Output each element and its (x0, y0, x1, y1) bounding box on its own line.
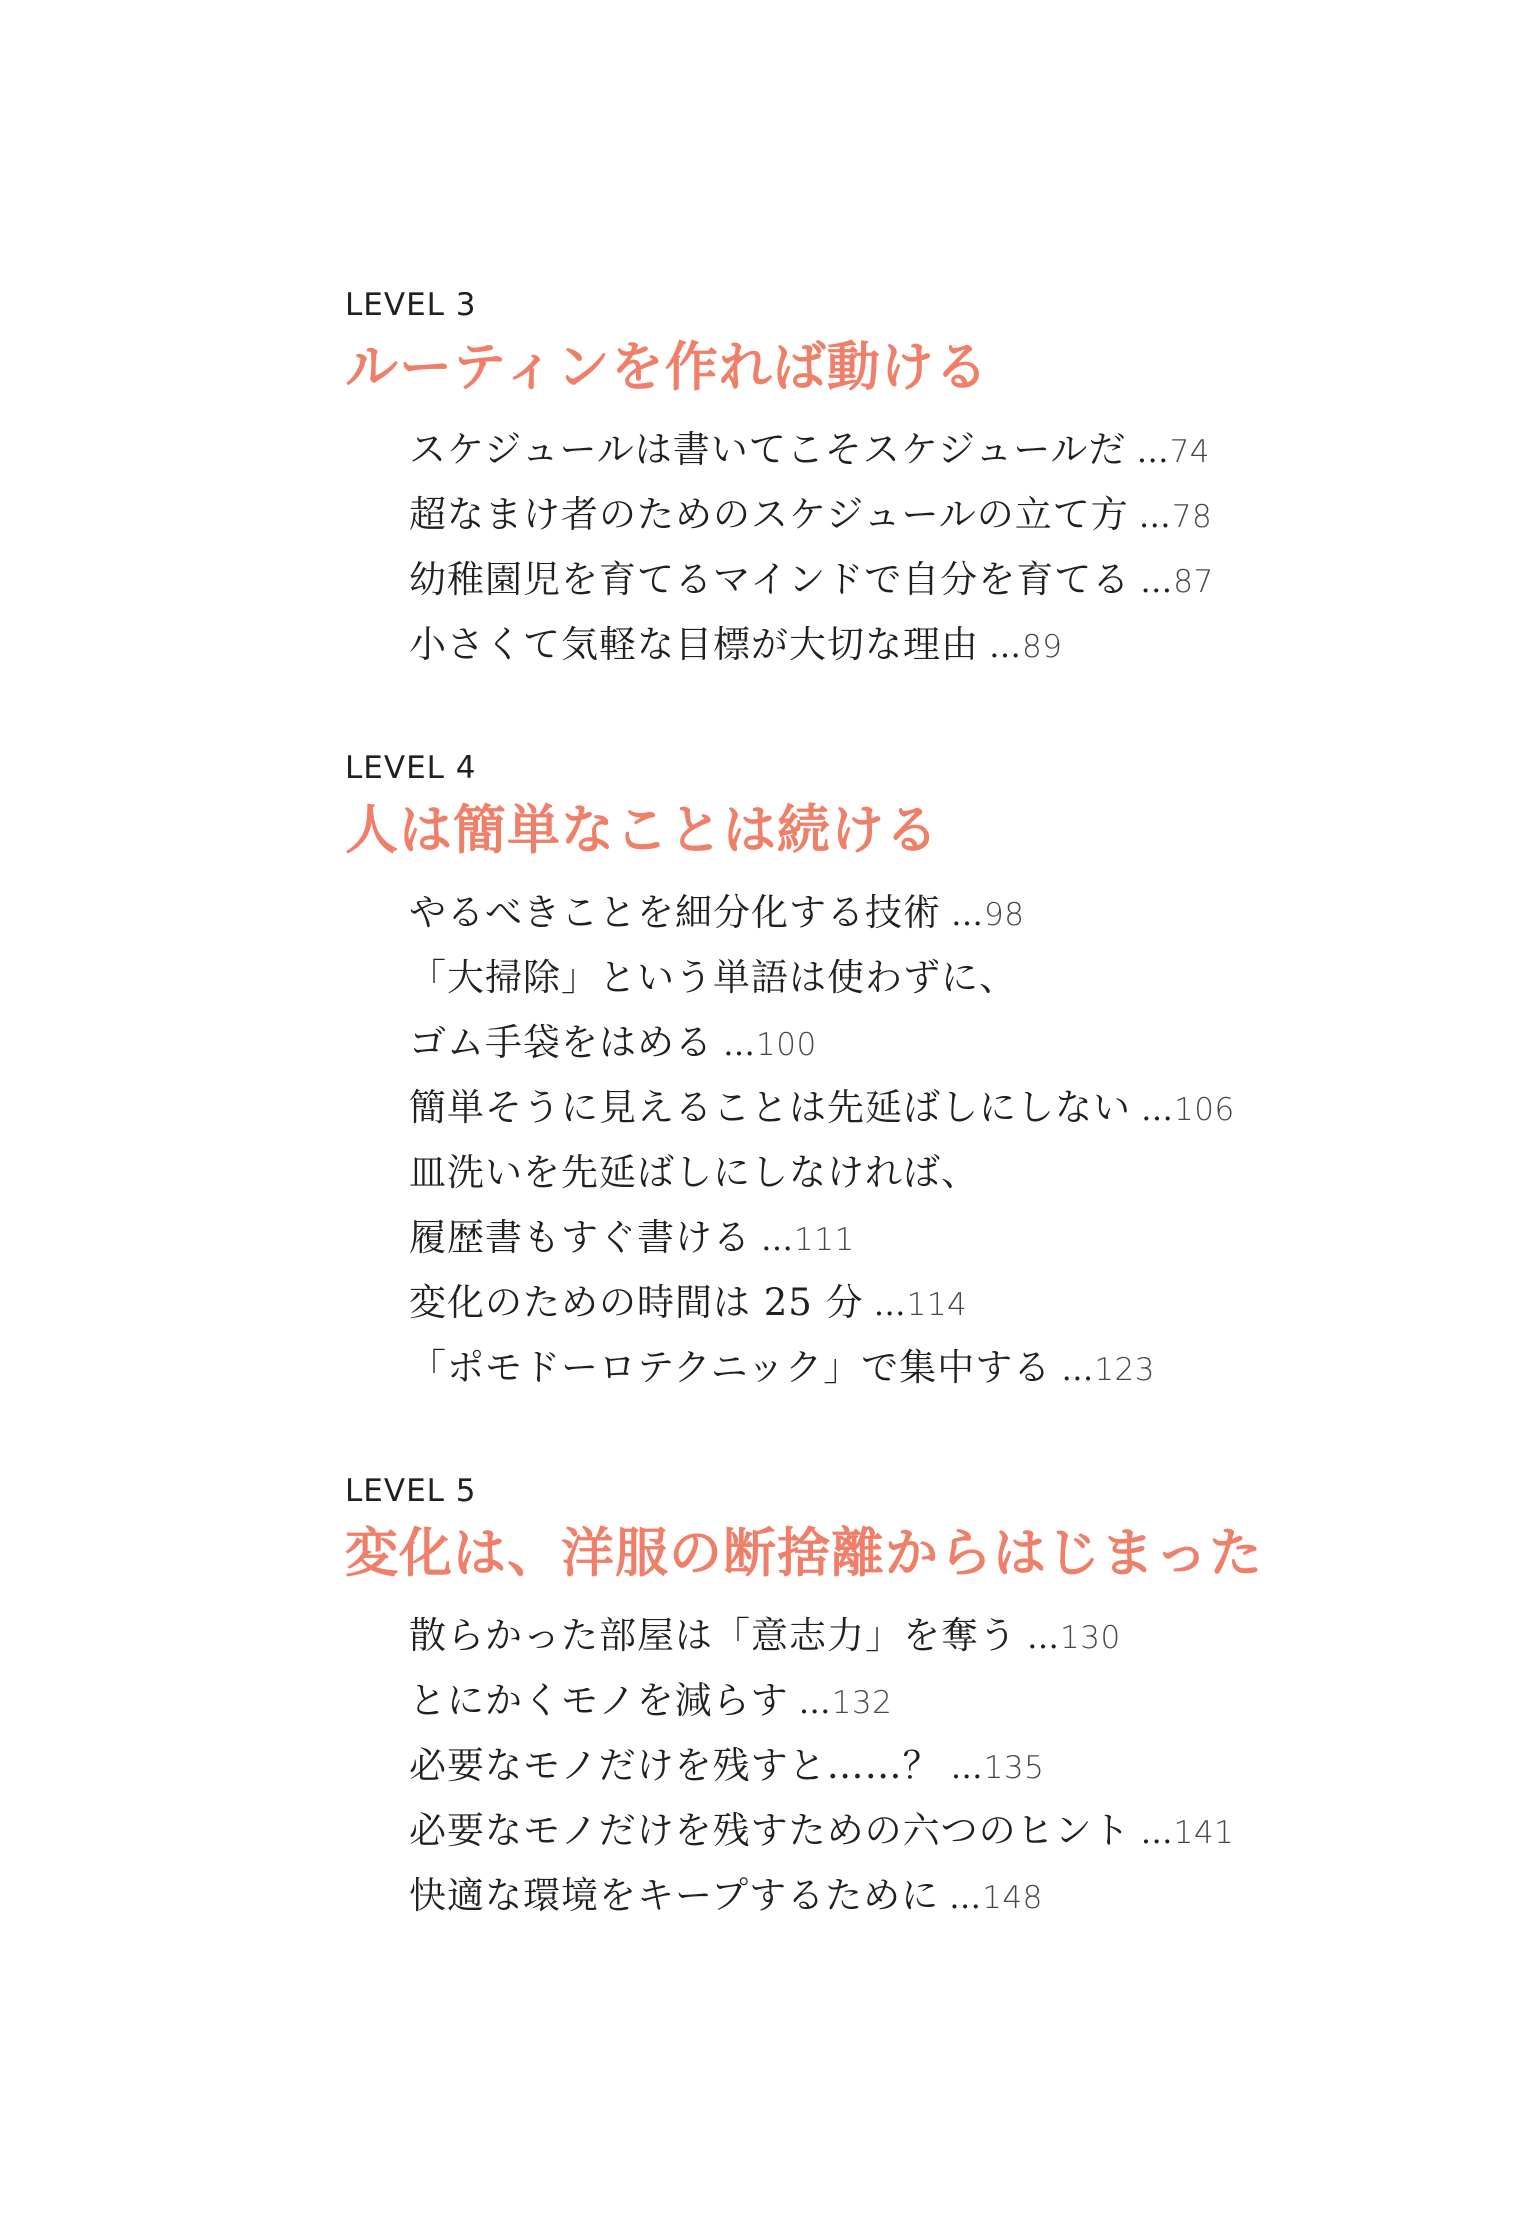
level-label: LEVEL 4 (345, 750, 477, 786)
entry-leader: … (949, 1878, 983, 1916)
level-4-section (345, 745, 1465, 1400)
entry-leader: … (873, 1285, 907, 1323)
level-title: 人は簡単なことは続ける (345, 800, 939, 861)
table-of-contents (345, 282, 1465, 1928)
page-number: 87 (1173, 564, 1214, 600)
toc-entry (409, 1270, 1465, 1335)
entry-leader: … (761, 1220, 794, 1258)
page-number: 74 (1169, 434, 1211, 470)
level-5-section (345, 1468, 1465, 1928)
toc-entry (409, 1603, 1465, 1668)
entry-leader: … (1140, 1813, 1174, 1851)
toc-entry (409, 1010, 1465, 1075)
entry-text: 超なまけ者のためのスケジュールの立て方 (409, 493, 1129, 536)
level-title: 変化は、洋服の断捨離からはじまった (345, 1523, 1263, 1584)
entry-text: 変化のための時間は 25 分 (409, 1281, 864, 1324)
entry-text: スケジュールは書いてこそスケジュールだ (409, 428, 1127, 471)
entry-leader: … (723, 1025, 756, 1063)
entry-text: 散らかった部屋は「意志力」を奪う (409, 1614, 1017, 1657)
toc-entry (409, 1140, 1465, 1205)
toc-entry (409, 1863, 1465, 1928)
toc-entry (409, 1335, 1465, 1400)
entry-text: 快適な環境をキープするために (409, 1874, 940, 1917)
toc-entry (409, 945, 1465, 1010)
entry-text: 「大掃除」という単語は使わずに、 (409, 956, 1017, 999)
page-number: 100 (756, 1027, 817, 1063)
page-number: 114 (906, 1287, 968, 1323)
toc-entry (409, 612, 1465, 677)
entry-leader: … (1136, 432, 1170, 470)
entry-text: 幼稚園児を育てるマインドで自分を育てる (409, 558, 1131, 601)
entry-list (345, 1603, 1465, 1928)
entry-text: やるべきことを細分化する技術 (409, 891, 941, 934)
toc-entry (409, 1205, 1465, 1270)
entry-text: 必要なモノだけを残すための六つのヒント (409, 1809, 1131, 1852)
entry-leader: … (1061, 1350, 1095, 1388)
entry-leader: … (989, 627, 1022, 665)
page-number: 98 (984, 897, 1025, 933)
toc-entry (409, 1075, 1465, 1140)
entry-leader: … (1140, 562, 1174, 600)
entry-list (345, 880, 1465, 1400)
page-number: 132 (831, 1685, 893, 1721)
entry-list (345, 417, 1465, 677)
entry-text: 履歴書もすぐ書ける (409, 1216, 751, 1259)
page-number: 148 (982, 1880, 1043, 1916)
entry-leader: … (950, 1748, 984, 1786)
toc-entry (409, 1668, 1465, 1733)
page-number: 135 (983, 1750, 1045, 1786)
level-3-section (345, 282, 1465, 677)
page-number: 111 (794, 1222, 855, 1258)
page-number: 141 (1173, 1815, 1235, 1851)
entry-leader: … (1138, 497, 1172, 535)
entry-text: ゴム手袋をはめる (409, 1021, 713, 1064)
entry-text: 「ポモドーロテクニック」で集中する (409, 1346, 1052, 1389)
page-number: 106 (1174, 1092, 1235, 1128)
entry-text: とにかくモノを減らす (409, 1679, 789, 1722)
page-number: 123 (1094, 1352, 1155, 1388)
page-number: 130 (1060, 1620, 1121, 1656)
toc-entry (409, 482, 1465, 547)
entry-text: 簡単そうに見えることは先延ばしにしない (409, 1086, 1131, 1129)
entry-text: 必要なモノだけを残すと……？ (409, 1744, 941, 1787)
level-title: ルーティンを作れば動ける (345, 337, 989, 398)
toc-entry (409, 880, 1465, 945)
toc-entry (409, 1798, 1465, 1863)
entry-text: 小さくて気軽な目標が大切な理由 (409, 623, 979, 666)
level-label: LEVEL 3 (345, 287, 477, 323)
toc-entry (409, 1733, 1465, 1798)
entry-leader: … (1027, 1618, 1060, 1656)
toc-entry (409, 417, 1465, 482)
level-label: LEVEL 5 (345, 1473, 477, 1509)
page-number: 89 (1022, 629, 1063, 665)
page-number: 78 (1171, 499, 1213, 535)
entry-leader: … (1141, 1090, 1174, 1128)
entry-leader: … (951, 895, 984, 933)
entry-leader: … (798, 1683, 832, 1721)
entry-text: 皿洗いを先延ばしにしなければ、 (409, 1151, 979, 1194)
toc-entry (409, 547, 1465, 612)
